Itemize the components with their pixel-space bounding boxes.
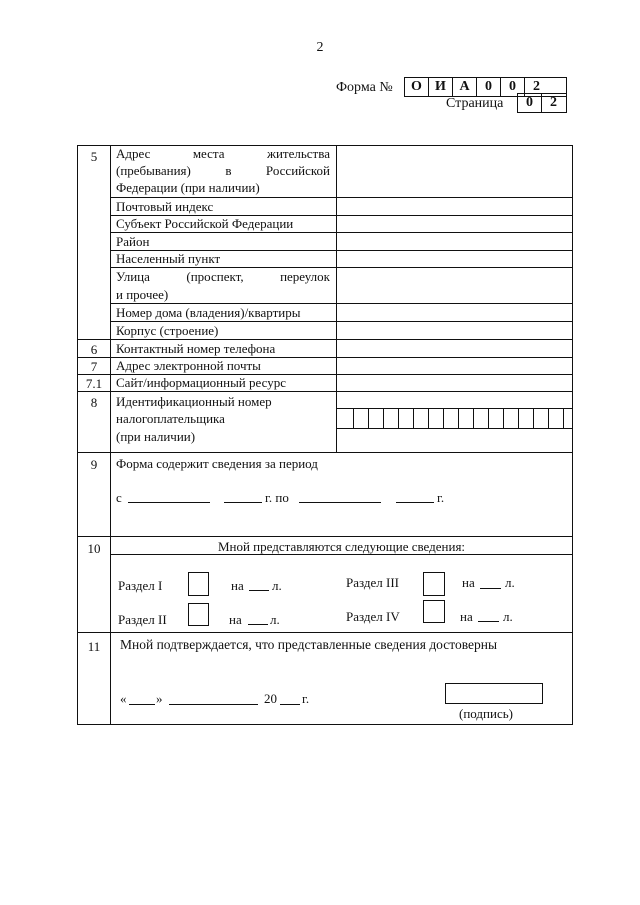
locality-label: Населенный пункт	[116, 251, 221, 266]
period-to-date-line[interactable]	[299, 502, 381, 503]
period-from-label: с	[116, 490, 122, 505]
section-2-on: на	[229, 612, 242, 627]
form-code-cell: А	[453, 78, 477, 96]
subject-label: Субъект Российской Федерации	[116, 216, 294, 231]
row-number-8: 8	[90, 395, 98, 410]
row-number-9: 9	[90, 457, 98, 472]
form-label: Форма №	[336, 80, 393, 95]
section-4-checkbox[interactable]	[423, 600, 445, 623]
date-year-label: г.	[302, 691, 310, 706]
date-day-line[interactable]	[129, 704, 155, 705]
page-code	[517, 93, 567, 113]
section-4-sheets-line[interactable]	[478, 621, 499, 622]
page-label: Страница	[446, 96, 504, 111]
row-number-7: 7	[90, 359, 98, 374]
signature-box[interactable]	[445, 683, 543, 704]
row-number-5: 5	[90, 149, 98, 164]
row-number-7-1: 7.1	[85, 376, 103, 391]
text: переулок	[280, 269, 330, 284]
row-number-6: 6	[90, 342, 98, 357]
section-3-checkbox[interactable]	[423, 572, 445, 596]
date-century: 20	[264, 691, 277, 706]
address-label-line3: Федерации (при наличии)	[116, 180, 260, 195]
period-from-year-line[interactable]	[224, 502, 262, 503]
text: места	[192, 146, 225, 161]
section-2-checkbox[interactable]	[188, 603, 209, 626]
form-code-cell: 0	[501, 78, 525, 96]
page-number: 2	[316, 40, 324, 55]
section-3-sheets: л.	[505, 575, 515, 590]
text: Улица	[116, 269, 150, 284]
sections-title: Мной представляются следующие сведения:	[217, 539, 466, 554]
section-1-sheets: л.	[272, 578, 282, 593]
row-number-11: 11	[87, 639, 101, 654]
postal-index-label: Почтовый индекс	[116, 199, 214, 214]
phone-label: Контактный номер телефона	[116, 341, 276, 356]
section-1-checkbox[interactable]	[188, 572, 209, 596]
section-4-label: Раздел IV	[346, 609, 400, 624]
period-to-year-line[interactable]	[396, 502, 434, 503]
street-label-line2: и прочее)	[116, 287, 169, 302]
date-year-line[interactable]	[280, 704, 300, 705]
house-label: Номер дома (владения)/квартиры	[116, 305, 301, 320]
address-label-line2	[116, 163, 330, 179]
section-2-sheets-line[interactable]	[248, 624, 268, 625]
period-year-label: г.	[437, 490, 445, 505]
section-3-label: Раздел III	[346, 575, 400, 590]
building-label: Корпус (строение)	[116, 323, 219, 338]
page-code-cell: 2	[550, 95, 557, 110]
section-1-on: на	[231, 578, 244, 593]
text: (пребывания)	[116, 163, 191, 178]
signature-label: (подпись)	[459, 706, 513, 721]
text: жительства	[266, 146, 330, 161]
form-code-cell: 0	[477, 78, 501, 96]
address-label-line1	[116, 146, 330, 162]
date-month-line[interactable]	[169, 704, 258, 705]
period-to-label: г. по	[265, 490, 289, 505]
section-1-sheets-line[interactable]	[249, 590, 269, 591]
section-1-label: Раздел I	[118, 578, 163, 593]
section-2-label: Раздел II	[118, 612, 167, 627]
section-4-on: на	[460, 609, 473, 624]
text: Адрес	[116, 146, 151, 161]
text: Российской	[265, 163, 330, 178]
date-quote-close: »	[156, 691, 163, 706]
section-3-sheets-line[interactable]	[480, 588, 501, 589]
form-code-cell: О	[405, 78, 429, 96]
date-quote-open: «	[120, 691, 127, 706]
street-label-line1	[116, 269, 330, 285]
inn-label-line1: Идентификационный номер	[116, 394, 272, 409]
section-4-sheets: л.	[503, 609, 513, 624]
inn-label-line2: налогоплательщика	[116, 411, 225, 426]
period-label: Форма содержит сведения за период	[116, 456, 318, 471]
inn-label-line3: (при наличии)	[116, 429, 196, 444]
text: (проспект,	[186, 269, 244, 284]
row-number-10: 10	[87, 541, 101, 556]
email-label: Адрес электронной почты	[116, 358, 261, 373]
text: в	[225, 163, 232, 178]
section-2-sheets: л.	[270, 612, 280, 627]
form-code-cell: И	[429, 78, 453, 96]
district-label: Район	[116, 234, 150, 249]
confirmation-label: Мной подтверждается, что представленные сведения достоверны	[120, 637, 498, 652]
page-code-cell: 0	[518, 94, 542, 112]
form-code-cell: 2	[533, 79, 540, 94]
website-label: Сайт/информационный ресурс	[116, 375, 286, 390]
period-from-date-line[interactable]	[128, 502, 210, 503]
section-3-on: на	[462, 575, 475, 590]
